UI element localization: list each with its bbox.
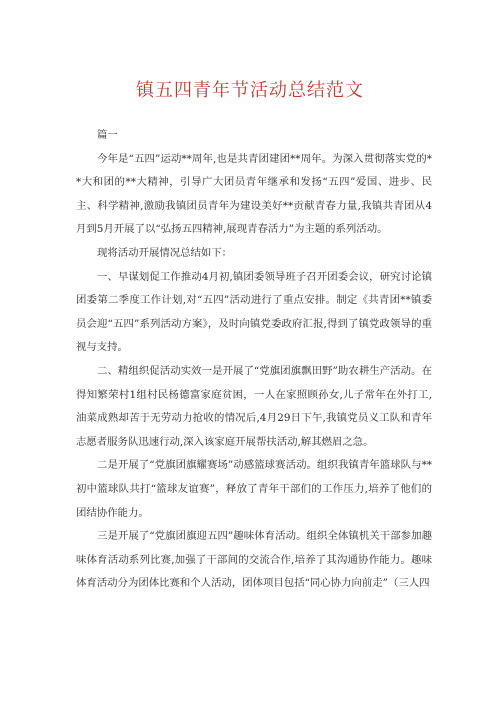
paragraph: 二是开展了“党旗团旗耀赛场”动感篮球赛活动。组织我镇青年篮球队与**初中篮球队共打“篮球友谊赛”，释放了青年干部们的工作压力,培养了他们的团结协作能力。 [76, 459, 432, 519]
document-body [76, 124, 432, 596]
document-title: 镇五四青年节活动总结范文 [136, 80, 364, 101]
paragraph: 三是开展了“党旗团旗迎五四”趣味体育活动。组织全体镇机关干部参加趣味体育活动系列比赛,加强了干部间的交流合作,培养了其沟通协作能力。趣味体育活动分为团体比赛和个人活动，团体项目包括“同心协力向前走”（三人四 [76, 530, 432, 590]
section-label: 篇一 [97, 129, 118, 141]
paragraph: 二、精组织促活动实效一是开展了“党旗团旗飘田野”助农耕生产活动。在得知繁荣村1组村民杨德富家庭贫困，一人在家照顾孙女,儿子常年在外打工,油菜成熟却苦于无劳动力抢收的情况后,4月29日下午,我镇党员义工队和青年志愿者服务队迅速行动,深入该家庭开展帮扶活动,解其燃眉之急。 [76, 364, 432, 448]
paragraph: 现将活动开展情况总结如下： [97, 246, 233, 259]
paragraph: 一、早谋划促工作推动4月初,镇团委领导班子召开团委会议，研究讨论镇团委第二季度工作计划,对“五四”活动进行了重点安排。制定《共青团**镇委员会迎“五四”系列活动方案》，及时向镇党委政府汇报,得到了镇党政领导的重视与支持。 [76, 270, 432, 354]
paragraph: 今年是“五四”运动**周年,也是共青团建团**周年。为深入贯彻落实党的**大和团的**大精神，引导广大团员青年继承和发扬“五四”爱国、进步、民主、科学精神,激励我镇团员青年为建设美好**贡献青春力量,我镇共青团从4月到5月开展了以“弘扬五四精神,展现青春活力”为主题的系列活动。 [76, 152, 432, 236]
